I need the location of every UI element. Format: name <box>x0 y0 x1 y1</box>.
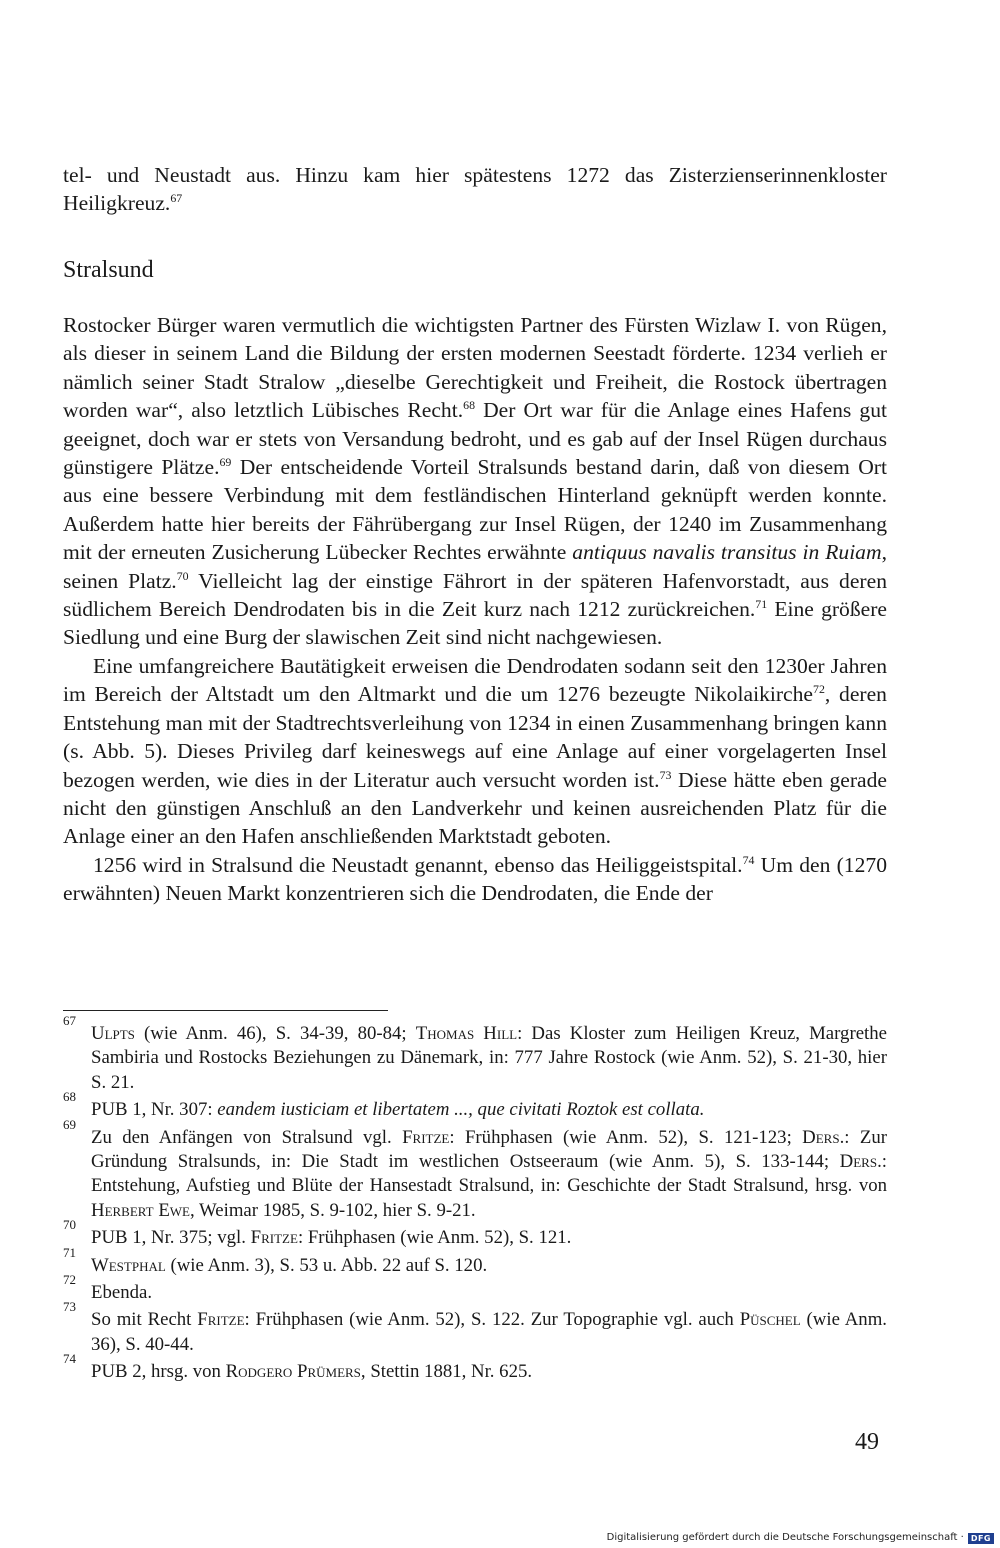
text-segment: Vielleicht lag der einstige Fährort in der späteren Hafenvorstadt, aus deren südlichem Bereich Dendrodaten bis in die Zeit kurz nach 1212 zurückreichen. <box>63 568 887 622</box>
footnote-ref[interactable]: 68 <box>463 398 475 413</box>
footnote-ref[interactable]: 72 <box>813 682 825 697</box>
text-segment: PUB 1, Nr. 375; vgl. <box>91 1227 251 1249</box>
author-name: Fritze <box>250 1227 298 1249</box>
footnote-71 <box>63 1244 887 1278</box>
text-segment: Um den (1270 erwähnten) Neuen Markt konzentrieren sich die Dendrodaten, die Ende der <box>63 852 887 906</box>
text-segment: (wie Anm. 46), S. 34-39, 80-84; <box>134 1023 416 1044</box>
text-segment: Ebenda. <box>91 1282 153 1304</box>
footnote-ref[interactable]: 70 <box>176 568 189 583</box>
footnote-number: 67 <box>63 1013 76 1028</box>
text-segment: PUB 1, Nr. 307: <box>91 1099 218 1121</box>
text-segment: 1256 wird in Stralsund die Neustadt genannt, ebenso das Heiliggeistspital. <box>93 852 743 877</box>
text-segment: , seinen Platz. <box>63 540 887 593</box>
footnote-separator <box>63 1010 388 1011</box>
footnote-ref[interactable]: 74 <box>742 852 755 867</box>
footnote-number: 71 <box>63 1244 76 1260</box>
footnote-70 <box>63 1217 887 1250</box>
paragraph-text: tel- und Neustadt aus. Hinzu kam hier spätestens 1272 das Zisterzienserinnenkloster Heiligkreuz. <box>63 163 887 216</box>
footnote-69 <box>63 1116 887 1224</box>
author-name: Ulpts <box>91 1023 135 1044</box>
footnote-number: 69 <box>63 1116 76 1132</box>
text-segment: Eine größere Siedlung und eine Burg der slawischen Zeit sind nicht nachgewiesen. <box>63 597 888 650</box>
text-segment: : Frühphasen (wie Anm. 52), S. 121. <box>297 1227 572 1249</box>
author-name: Fritze <box>197 1309 245 1331</box>
footnote-67 <box>63 1013 887 1095</box>
text-segment: (wie Anm. 36), S. 40-44. <box>91 1309 888 1355</box>
footnote-ref[interactable]: 67 <box>170 191 183 206</box>
text-segment: (wie Anm. 3), S. 53 u. Abb. 22 auf S. 120. <box>165 1254 488 1276</box>
author-name: Westphal <box>91 1254 166 1276</box>
footnote-ref[interactable]: 73 <box>659 767 672 782</box>
text-segment: So mit Recht <box>91 1309 198 1331</box>
text-segment: : Entstehung, Aufstieg und Blüte der Hansestadt Stralsund, in: Geschichte der Stadt Stralsund, hrsg. von <box>91 1151 887 1197</box>
author-name: Herbert Ewe <box>91 1199 190 1221</box>
text-segment: , deren Entstehung man mit der Stadtrechtsverleihung von 1234 in einen Zusammenhang bringen kann (s. Abb. 5). Dieses Privileg darf keineswegs auf eine Anlage auf einer vorgelagerten Insel bezogen werden, wie dies in der Literatur auch versucht worden ist. <box>63 682 887 792</box>
footnote-number: 73 <box>63 1299 76 1315</box>
author-name: Ders. <box>839 1151 882 1173</box>
text-segment: , Stettin 1881, Nr. 625. <box>360 1361 533 1383</box>
paragraph-2 <box>63 652 887 851</box>
footnotes <box>63 1013 888 1388</box>
continued-paragraph <box>63 161 887 218</box>
footnote-73 <box>63 1299 888 1357</box>
section-heading: Stralsund <box>63 257 154 283</box>
digitization-credit <box>607 1532 994 1544</box>
digitization-note: Digitalisierung gefördert durch die Deutsche Forschungsgemeinschaft · <box>606 1532 964 1543</box>
author-name: Rodgero Prümers <box>225 1361 361 1383</box>
latin-quote: eandem iusticiam et libertatem ..., que civitati Roztok est collata. <box>217 1099 705 1121</box>
page-number: 49 <box>855 1429 879 1455</box>
footnote-72 <box>63 1272 887 1305</box>
text-segment: PUB 2, hrsg. von <box>91 1361 226 1383</box>
text-segment: : Das Kloster zum Heiligen Kreuz, Margrethe Sambiria und Rostocks Beziehungen zu Dänemark, in: 777 Jahre Rostock (wie Anm. 52), S. 21-30, hier S. 21. <box>91 1023 887 1093</box>
paragraph-3 <box>63 851 887 908</box>
text-segment: Zu den Anfängen von Stralsund vgl. <box>91 1126 403 1148</box>
text-segment: Der Ort war für die Anlage eines Hafens gut geeignet, doch war er stets von Versandung bedroht, und es gab auf der Insel Rügen durchaus günstigere Plätze. <box>63 398 887 480</box>
footnote-68 <box>63 1089 887 1122</box>
section-body <box>63 311 887 908</box>
footnote-ref[interactable]: 69 <box>219 454 232 469</box>
author-name: Püschel <box>739 1309 801 1331</box>
text-segment: Rostocker Bürger waren vermutlich die wichtigsten Partner des Fürsten Wizlaw I. von Rügen, als dieser in seinem Land die Bildung der ersten modernen Seestadt förderte. 1234 verlieh er nämlich seiner Stadt Stralow „dieselbe Gerechtigkeit und Freiheit, die Rostock übertragen worden war“, also letztlich Lübisches Recht. <box>63 313 887 423</box>
footnote-number: 68 <box>63 1089 76 1105</box>
author-name: Thomas Hill <box>415 1023 518 1044</box>
footnote-number: 70 <box>63 1217 76 1233</box>
latin-quote: antiquus navalis transitus in Ruiam <box>572 540 882 565</box>
footnote-ref[interactable]: 71 <box>755 596 768 611</box>
text-segment: Diese hätte eben gerade nicht den günstigen Anschluß an den Landverkehr und keinen ausreichenden Platz für die Anlage einer an den Hafen anschließenden Marktstadt geboten. <box>63 767 887 849</box>
footnote-74 <box>63 1351 887 1384</box>
footnote-number: 72 <box>63 1272 76 1288</box>
dfg-logo-icon: DFG <box>968 1533 994 1544</box>
footnote-number: 74 <box>63 1351 76 1367</box>
text-segment: : Zur Gründung Stralsunds, in: Die Stadt im westlichen Ostseeraum (wie Anm. 5), S. 133-144; <box>91 1126 887 1173</box>
paragraph-1 <box>63 311 887 652</box>
text-segment: Eine umfangreichere Bautätigkeit erweisen die Dendrodaten sodann seit den 1230er Jahren im Bereich der Altstadt um den Altmarkt und die um 1276 bezeugte Nikolaikirche <box>63 653 887 707</box>
author-name: Ders. <box>802 1126 845 1148</box>
text-segment: Der entscheidende Vorteil Stralsunds bestand darin, daß von diesem Ort aus eine bessere Verbindung mit dem festländischen Hinterland geknüpft werden konnte. Außerdem hatte hier bereits der Fährübergang zur Insel Rügen, der 1240 im Zusammenhang mit der erneuten Zusicherung Lübecker Rechtes erwähnte <box>63 455 887 565</box>
author-name: Fritze <box>402 1126 450 1148</box>
text-segment: : Frühphasen (wie Anm. 52), S. 122. Zur Topographie vgl. auch <box>244 1309 740 1331</box>
text-segment: : Frühphasen (wie Anm. 52), S. 121-123; <box>449 1126 803 1148</box>
text-segment: , Weimar 1985, S. 9-102, hier S. 9-21. <box>190 1199 476 1221</box>
